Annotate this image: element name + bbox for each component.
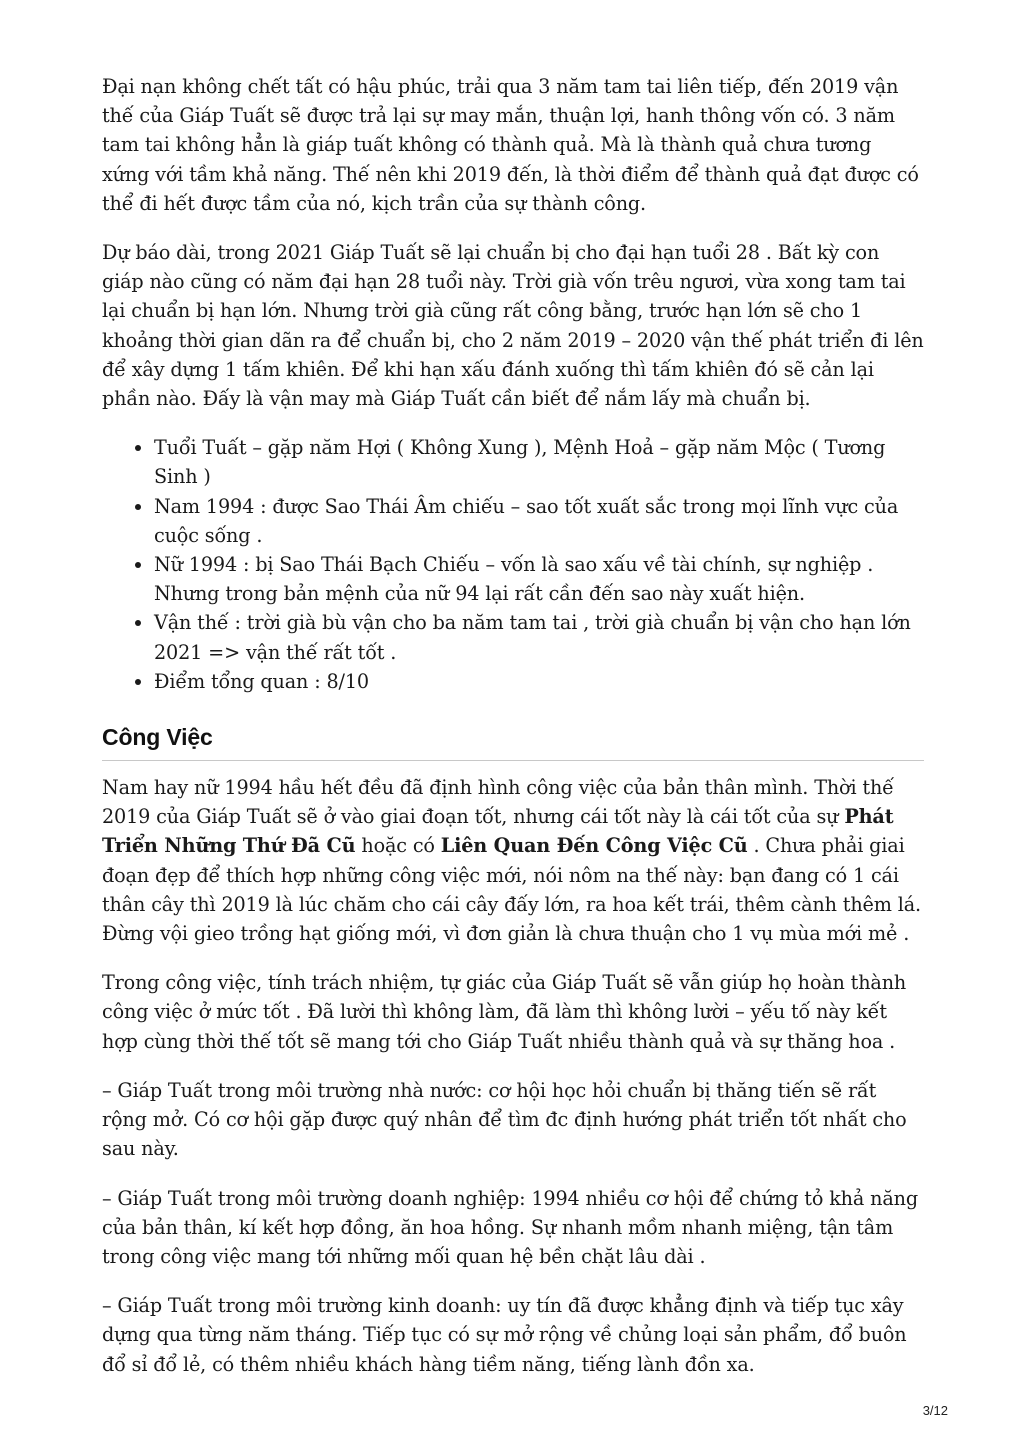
work-paragraph-4: – Giáp Tuất trong môi trường doanh nghiệp: 1994 nhiều cơ hội để chứng tỏ khả năng của bản thân, kí kết hợp đồng, ăn hoa hồng. Sự nhanh mồm nhanh miệng, tận tâm trong công việc mang tới những mối quan hệ bền chặt lâu dài .: [102, 1186, 918, 1268]
list-item: • Điểm tổng quan : 8/10: [154, 667, 924, 696]
list-item: • Tuổi Tuất – gặp năm Hợi ( Không Xung ), Mệnh Hoả – gặp năm Mộc ( Tương Sinh ): [154, 433, 924, 491]
intro-paragraph-1: Đại nạn không chết tất có hậu phúc, trải qua 3 năm tam tai liên tiếp, đến 2019 vận thế của Giáp Tuất sẽ được trả lại sự may mắn, thuận lợi, hanh thông vốn có. 3 năm tam tai không hẳn là giáp tuất không có thành quả. Mà là thành quả chưa tương xứng với tầm khả năng. Thế nên khi 2019 đến, là thời điểm để thành quả đạt được có thể đi hết được tầm của nó, kịch trần của sự thành công.: [102, 75, 919, 215]
work-paragraph-5: – Giáp Tuất trong môi trường kinh doanh: uy tín đã được khẳng định và tiếp tục xây dựng qua từng năm tháng. Tiếp tục có sự mở rộng về chủng loại sản phẩm, đổ buôn đổ sỉ đổ lẻ, có thêm nhiều khách hàng tiềm năng, tiếng lành đồn xa.: [102, 1294, 907, 1376]
section-heading-cong-viec: Công Việc: [102, 722, 924, 761]
list-item: • Vận thế : trời già bù vận cho ba năm tam tai , trời già chuẩn bị vận cho hạn lớn 2021 => vận thế rất tốt .: [154, 608, 924, 666]
work-paragraph-1-bold-b: Liên Quan Đến Công Việc Cũ: [440, 834, 748, 858]
list-item: • Nam 1994 : được Sao Thái Âm chiếu – sao tốt xuất sắc trong mọi lĩnh vực của cuộc sống .: [154, 492, 924, 550]
work-paragraph-1-text-c: . Chưa phải giai đoạn đẹp để thích hợp những công việc mới, nói nôm na thế này: bạn đang có 1 cái thân cây thì 2019 là lúc chăm cho cái cây đấy lớn, ra hoa kết trái, thêm cành thêm lá. Đừng vội gieo trồng hạt giống mới, vì đơn giản là chưa thuận cho 1 vụ mùa mới mẻ .: [102, 834, 921, 946]
page-number: 3/12: [922, 1403, 948, 1418]
work-paragraph-1-text-b: hoặc có: [355, 834, 441, 858]
work-paragraph-2: Trong công việc, tính trách nhiệm, tự giác của Giáp Tuất sẽ vẫn giúp họ hoàn thành công việc ở mức tốt . Đã lười thì không làm, đã làm thì không lười – yếu tố này kết hợp cùng thời thế tốt sẽ mang tới cho Giáp Tuất nhiều thành quả và sự thăng hoa .: [102, 971, 907, 1053]
summary-list: [102, 433, 924, 696]
document-body: [102, 72, 924, 1399]
list-item: • Nữ 1994 : bị Sao Thái Bạch Chiếu – vốn là sao xấu về tài chính, sự nghiệp . Nhưng trong bản mệnh của nữ 94 lại rất cần đến sao này xuất hiện.: [154, 550, 924, 608]
work-paragraph-1: [102, 773, 924, 948]
intro-paragraph-2: Dự báo dài, trong 2021 Giáp Tuất sẽ lại chuẩn bị cho đại hạn tuổi 28 . Bất kỳ con giáp nào cũng có năm đại hạn 28 tuổi này. Trời già vốn trêu ngươi, vừa xong tam tai lại chuẩn bị hạn lớn. Nhưng trời già cũng rất công bằng, trước hạn lớn sẽ cho 1 khoảng thời gian dãn ra để chuẩn bị, cho 2 năm 2019 – 2020 vận thế phát triển đi lên để xây dựng 1 tấm khiên. Để khi hạn xấu đánh xuống thì tấm khiên đó sẽ cản lại phần nào. Đấy là vận may mà Giáp Tuất cần biết để nắm lấy mà chuẩn bị.: [102, 241, 924, 411]
work-paragraph-1-text-a: Nam hay nữ 1994 hầu hết đều đã định hình công việc của bản thân mình. Thời thế 2019 của Giáp Tuất sẽ ở vào giai đoạn tốt, nhưng cái tốt này là cái tốt của sự: [102, 776, 894, 829]
work-paragraph-3: – Giáp Tuất trong môi trường nhà nước: cơ hội học hỏi chuẩn bị thăng tiến sẽ rất rộng mở. Có cơ hội gặp được quý nhân để tìm đc định hướng phát triển tốt nhất cho sau này.: [102, 1078, 907, 1161]
work-paragraph-1-bold-a: Phát Triển Những Thứ Đã Cũ: [102, 805, 894, 858]
